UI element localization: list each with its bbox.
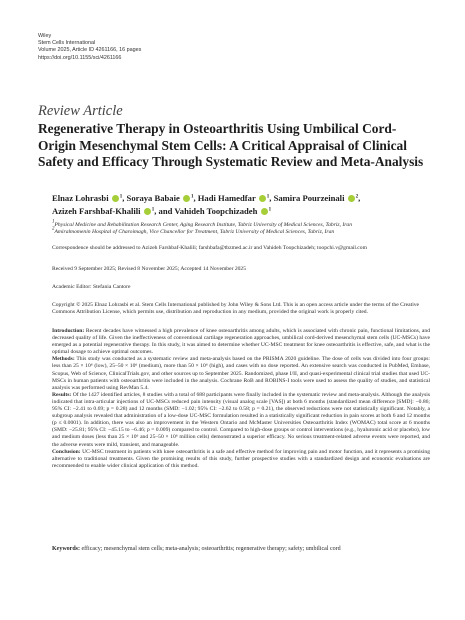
- orcid-icon[interactable]: [259, 195, 266, 202]
- author-affiliation-mark: 2: [355, 194, 359, 200]
- abstract-methods-text: This study was conducted as a systematic review and meta-analysis based on the PRISMA 2020 guideline. The dose of cells was divided into four groups: less than 25 × 10⁶ (low), 25–50 × 10⁶ (medium), more than 50 × 10⁶ (high), and cases with no dose reported. An extensive search was conducted in PubMed, Embase, Scopus, Web of Science, ClinicalTrials.gov, and other sources up to September 2025. Randomized, phase I/II, and quasi-experimental clinical trial studies that used UC-MSCs in human patients with osteoarthritis were included in the analysis. Cochrane RoB and ROBINS-I tools were used to assess the quality of studies, and statistical analysis was performed using RevMan 5.4.: [52, 356, 430, 391]
- orcid-icon[interactable]: [348, 195, 355, 202]
- abstract-conclusion: [52, 449, 430, 470]
- abstract-conclusion-label: Conclusion:: [52, 448, 81, 455]
- abstract-introduction: [52, 328, 430, 356]
- author-affiliation-mark: 1: [266, 194, 270, 200]
- keywords-label: Keywords:: [52, 546, 80, 552]
- affiliation-number: 1: [52, 219, 55, 225]
- author-affiliation-mark: 1: [151, 207, 155, 213]
- author-name[interactable]: Elnaz Lohrasbi: [52, 193, 109, 203]
- abstract-introduction-text: Recent decades have witnessed a high prevalence of knee osteoarthritis among adults, which is associated with chronic pain, functional limitations, and decreased quality of life. Given the ineffectiveness of conventional cartilage regeneration approaches, umbilical cord-derived mesenchymal stem cells (UC-MSCs) have emerged as a potential regenerative therapy. In this study, it was aimed to determine whether UC-MSC treatment for knee osteoarthritis is effective, safe, and what is the optimal dosage to achieve optimal outcomes.: [52, 328, 430, 356]
- author-name[interactable]: Vahideh Toopchizadeh: [174, 206, 258, 216]
- orcid-icon[interactable]: [144, 208, 151, 215]
- author-name[interactable]: Azizeh Farshbaf-Khalili: [52, 206, 141, 216]
- abstract: [52, 328, 430, 470]
- affiliation-item: [52, 226, 430, 236]
- abstract-introduction-label: Introduction:: [52, 328, 85, 334]
- keywords-list: efficacy; mesenchymal stem cells; meta-analysis; osteoarthritis; regenerative therapy; safety; umbilical cord: [81, 546, 341, 552]
- affiliation-text: Physical Medicine and Rehabilitation Research Center, Aging Research Institute, Tabriz University of Medical Sciences, Tabriz, Iran: [54, 222, 353, 228]
- received-dates: Received 9 September 2025; Revised 8 November 2025; Accepted 14 November 2025: [52, 266, 247, 272]
- publisher-name: Wiley: [38, 33, 52, 39]
- article-type: Review Article: [38, 103, 123, 119]
- journal-name: Stem Cells International: [38, 40, 96, 47]
- abstract-results-label: Results:: [52, 391, 72, 398]
- orcid-icon[interactable]: [183, 195, 190, 202]
- author-affiliation-mark: 1: [190, 194, 194, 200]
- abstract-results: [52, 392, 430, 449]
- volume-info: Volume 2025, Article ID 4261166, 16 pages: [38, 47, 142, 54]
- author-name[interactable]: Hadi Hamedfar: [197, 193, 256, 203]
- keywords: [52, 546, 430, 553]
- doi-link[interactable]: https://doi.org/10.1155/sci/4261166: [38, 54, 122, 61]
- academic-editor: Academic Editor: Stefania Cantore: [52, 284, 131, 290]
- correspondence: Correspondence should be addressed to Azizeh Farshbaf-Khalili; farshbafa@tbzmed.ac.ir and Vahideh Toopchizadeh; toopchi.v@gmail.com: [52, 245, 367, 251]
- publication-info: [38, 33, 141, 62]
- orcid-icon[interactable]: [112, 195, 119, 202]
- article-title: Regenerative Therapy in Osteoarthritis Using Umbilical Cord-Origin Mesenchymal Stem Cells: A Critical Appraisal of Clinical Safety and Efficacy Through Systematic Review and Meta-Analysis: [38, 121, 424, 169]
- copyright-notice: Copyright © 2025 Elnaz Lohrasbi et al. Stem Cells International published by John Wiley & Sons Ltd. This is an open access article under the terms of the Creative Commons Attribution License, which permits use, distribution and reproduction in any medium, provided the original work is properly cited.: [52, 302, 420, 316]
- orcid-icon[interactable]: [261, 208, 268, 215]
- affiliation-text: Amiralmomenin Hospital of Charoimagh, Vice Chancellor for Treatment, Tabriz University of Medical Sciences, Tabriz, Iran: [54, 229, 335, 236]
- author-affiliation-mark: 1: [119, 194, 123, 200]
- abstract-conclusion-text: UC-MSC treatment in patients with knee osteoarthritis is a safe and effective method for improving pain and motor function, and it represents a promising alternative to traditional treatments. Given the promising results of this study, further prospective studies with a standardized design and economic evaluations are recommended to enable wider clinical application of this method.: [52, 448, 430, 469]
- abstract-results-text: Of the 1427 identified articles, 8 studies with a total of 688 participants were finally included in the systematic review and meta-analysis. Although the analysis indicated that intra-articular injections of UC-MSCs reduced pain intensity (visual analog scale [VAS]) at both 6 months (standardized mean difference [SMD]: −0.86; 95% CI: −2.41 to 0.69; p = 0.28) and 12 months (SMD: −1.02; 95% CI: −2.62 to 0.58; p = 0.21), the observed reductions were not statistically significant. Notably, a subgroup analysis revealed that administration of a low-dose UC-MSC formulation resulted in a statistically significant reduction in pain scores at both 6 and 12 months (p ≤ 0.0001). In addition, there was also an improvement in the Western Ontario and McMaster Universities Osteoarthritis Index (WOMAC) total score at 6 months (SMD: −25.81; 95% CI: −45.15 to −6.46; p = 0.009) compared to control. Compared to high-dose groups or control interventions (e.g., hyaluronic acid or placebo), low and medium doses (less than 25 × 10⁶ and 25–50 × 10⁶ million cells) demonstrated a superior efficacy. No serious treatment-related adverse events were reported, and the adverse events were mild, transient, and manageable.: [52, 391, 430, 448]
- affiliations: [52, 219, 430, 236]
- author-affiliation-mark: 1: [268, 207, 272, 213]
- author-list: Elnaz Lohrasbi $^1$, Soraya Babaie $^1$, Hadi Hamedfar $^1$, Samira Pourzeinali $^2$, Azizeh Farshbaf-Khalili $^1$, and Vahideh Toopchizadeh $^1$: [52, 193, 361, 216]
- abstract-methods-label: Methods:: [52, 356, 75, 363]
- author-name[interactable]: Soraya Babaie: [126, 193, 180, 203]
- author-name[interactable]: Samira Pourzeinali: [273, 193, 345, 203]
- abstract-methods: [52, 356, 430, 391]
- affiliation-number: 2: [52, 226, 55, 232]
